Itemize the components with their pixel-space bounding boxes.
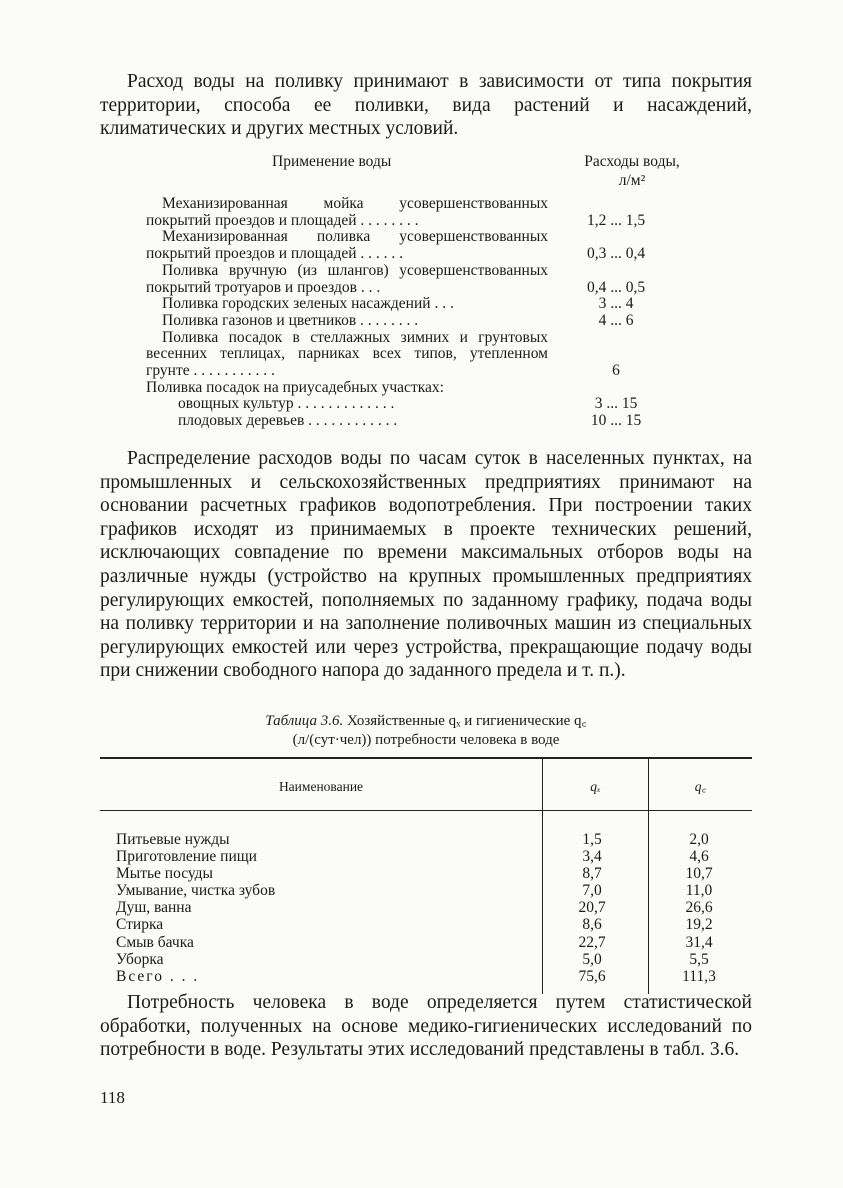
water-use-column-usage: Применение воды — [272, 153, 392, 170]
water-use-item-text: овощных культур . . . . . . . . . . . . . — [178, 395, 395, 413]
table-row — [100, 865, 752, 882]
table-row — [100, 882, 752, 899]
paragraph-distribution: Распределение расходов воды по часам суток в населенных пунктах, на промышленных и сельскохозяйственных предприятиях принимают на основании расчетных графиков водопотребления. При построении таких графиков исходят из принимаемых в проекте технических решений, исключающих совпадение по времени максимальных отборов воды на различные нужды (устройство на крупных промышленных предприятиях регулирующих емкостей, пополняемых по заданному графику, подача воды на поливку территории и на заполнение поливочных машин из специальных регулирующих емкостей или через устройства, прекращающие подачу воды при снижении свободного напора до заданного предела и т. п.). — [100, 448, 752, 682]
table-cell-name: Умывание, чистка зубов — [116, 882, 276, 900]
table-row — [100, 831, 752, 848]
water-use-item-text: Поливка посадок в стеллажных зимних и грунтовых весенних теплицах, парниках всех типов, утепленном грунте . . . . . . . . . . . — [146, 328, 548, 380]
table-cell-name: Мытье посуды — [116, 865, 213, 883]
water-use-item-value: 4 ... 6 — [598, 311, 634, 329]
water-use-item-value: 0,3 ... 0,4 — [586, 245, 646, 263]
table-cell-qx: 22,7 — [578, 933, 606, 951]
table-caption — [100, 712, 752, 731]
water-use-item-text: Поливка газонов и цветников . . . . . . . . — [162, 311, 419, 329]
table-header-rule — [100, 810, 752, 811]
water-use-item-value: 3 ... 15 — [594, 395, 638, 413]
table-cell-qc: 10,7 — [685, 865, 713, 883]
water-use-item — [146, 229, 686, 262]
water-use-item-text: Поливка городских зеленых насаждений . . . — [162, 295, 454, 313]
table-top-rule — [100, 757, 752, 759]
table-cell-qc: 2,0 — [689, 831, 709, 848]
table-cell-name: Всего . . . — [116, 967, 200, 985]
table-cell-qx: 75,6 — [578, 967, 606, 985]
water-use-item — [146, 380, 686, 397]
water-use-item-text: Поливка посадок на приусадебных участках: — [146, 378, 444, 396]
water-use-item — [146, 313, 686, 330]
water-use-item-text: Поливка вручную (из шлангов) усовершенствованных покрытий тротуаров и проездов . . . — [146, 261, 548, 296]
water-use-item — [146, 413, 686, 430]
water-use-item-text: Механизированная поливка усовершенствованных покрытий проездов и площадей . . . . . . — [146, 228, 548, 263]
water-use-item-value: 0,4 ... 0,5 — [586, 278, 646, 296]
water-use-item-value: 6 — [612, 362, 620, 380]
paragraph-irrigation: Расход воды на поливку принимают в зависимости от типа покрытия территории, способа ее поливки, вида растений и насаждений, климатических и других местных условий. — [100, 71, 752, 140]
table-cell-qc: 4,6 — [689, 848, 709, 866]
table-row-total — [100, 968, 752, 985]
table-header-qc: q꜀ — [694, 779, 707, 794]
water-use-item — [146, 196, 686, 229]
water-use-item — [146, 296, 686, 313]
water-use-item-value: 10 ... 15 — [590, 412, 642, 430]
water-use-item — [146, 263, 686, 296]
table-row — [100, 899, 752, 916]
table-cell-name: Душ, ванна — [116, 899, 192, 917]
table-cell-qx: 5,0 — [582, 950, 602, 968]
table-cell-qx: 20,7 — [578, 899, 606, 917]
water-use-item-value: 3 ... 4 — [598, 295, 634, 313]
table-caption-line1: Хозяйственные qₓ и гигиенические q꜀ — [346, 713, 587, 729]
water-use-list — [146, 196, 686, 430]
table-cell-name: Питьевые нужды — [116, 831, 230, 848]
page-number: 118 — [100, 1088, 125, 1107]
table-cell-qx: 3,4 — [582, 848, 602, 866]
table-row — [100, 848, 752, 865]
water-use-item-text: плодовых деревьев . . . . . . . . . . . . — [178, 412, 398, 430]
water-use-item — [146, 396, 686, 413]
table-cell-name: Стирка — [116, 916, 164, 934]
table-row — [100, 934, 752, 951]
water-use-column-rate — [562, 152, 702, 190]
paragraph-demand: Потребность человека в воде определяется путем статистической обработки, полученных на основе медико-гигиенических исследований по потребности в воде. Результаты этих исследований представлены в табл. 3.6. — [100, 992, 752, 1061]
table-cell-qx: 8,7 — [582, 865, 602, 883]
table-cell-qc: 26,6 — [685, 899, 713, 917]
table-cell-qx: 8,6 — [582, 916, 602, 934]
water-use-item — [146, 330, 686, 380]
table-cell-name: Смыв бачка — [116, 933, 194, 951]
table-cell-qc: 31,4 — [685, 933, 713, 951]
water-use-rate-unit: л/м² — [618, 172, 646, 189]
table-cell-name: Уборка — [116, 950, 164, 968]
water-use-item-text: Механизированная мойка усовершенствованных покрытий проездов и площадей . . . . . . . . — [146, 195, 548, 229]
table-header-name: Наименование — [278, 779, 364, 794]
table-body — [100, 831, 752, 985]
water-use-item-value: 1,2 ... 1,5 — [586, 211, 646, 229]
table-cell-qx: 1,5 — [582, 831, 602, 848]
table-caption-label: Таблица 3.6. — [265, 713, 344, 729]
table-row — [100, 951, 752, 968]
table-row — [100, 916, 752, 933]
table-caption-line2: (л/(сут·чел)) потребности человека в воде — [292, 732, 560, 748]
table-header-qx: qₓ — [590, 779, 601, 794]
table-cell-qc: 111,3 — [682, 967, 716, 985]
table-cell-qc: 11,0 — [685, 882, 713, 900]
table-cell-qc: 19,2 — [685, 916, 713, 934]
table-cell-qc: 5,5 — [689, 950, 709, 968]
water-use-rate-title: Расходы воды, — [584, 153, 680, 170]
table-cell-name: Приготовление пищи — [116, 848, 257, 866]
table-cell-qx: 7,0 — [582, 882, 602, 900]
